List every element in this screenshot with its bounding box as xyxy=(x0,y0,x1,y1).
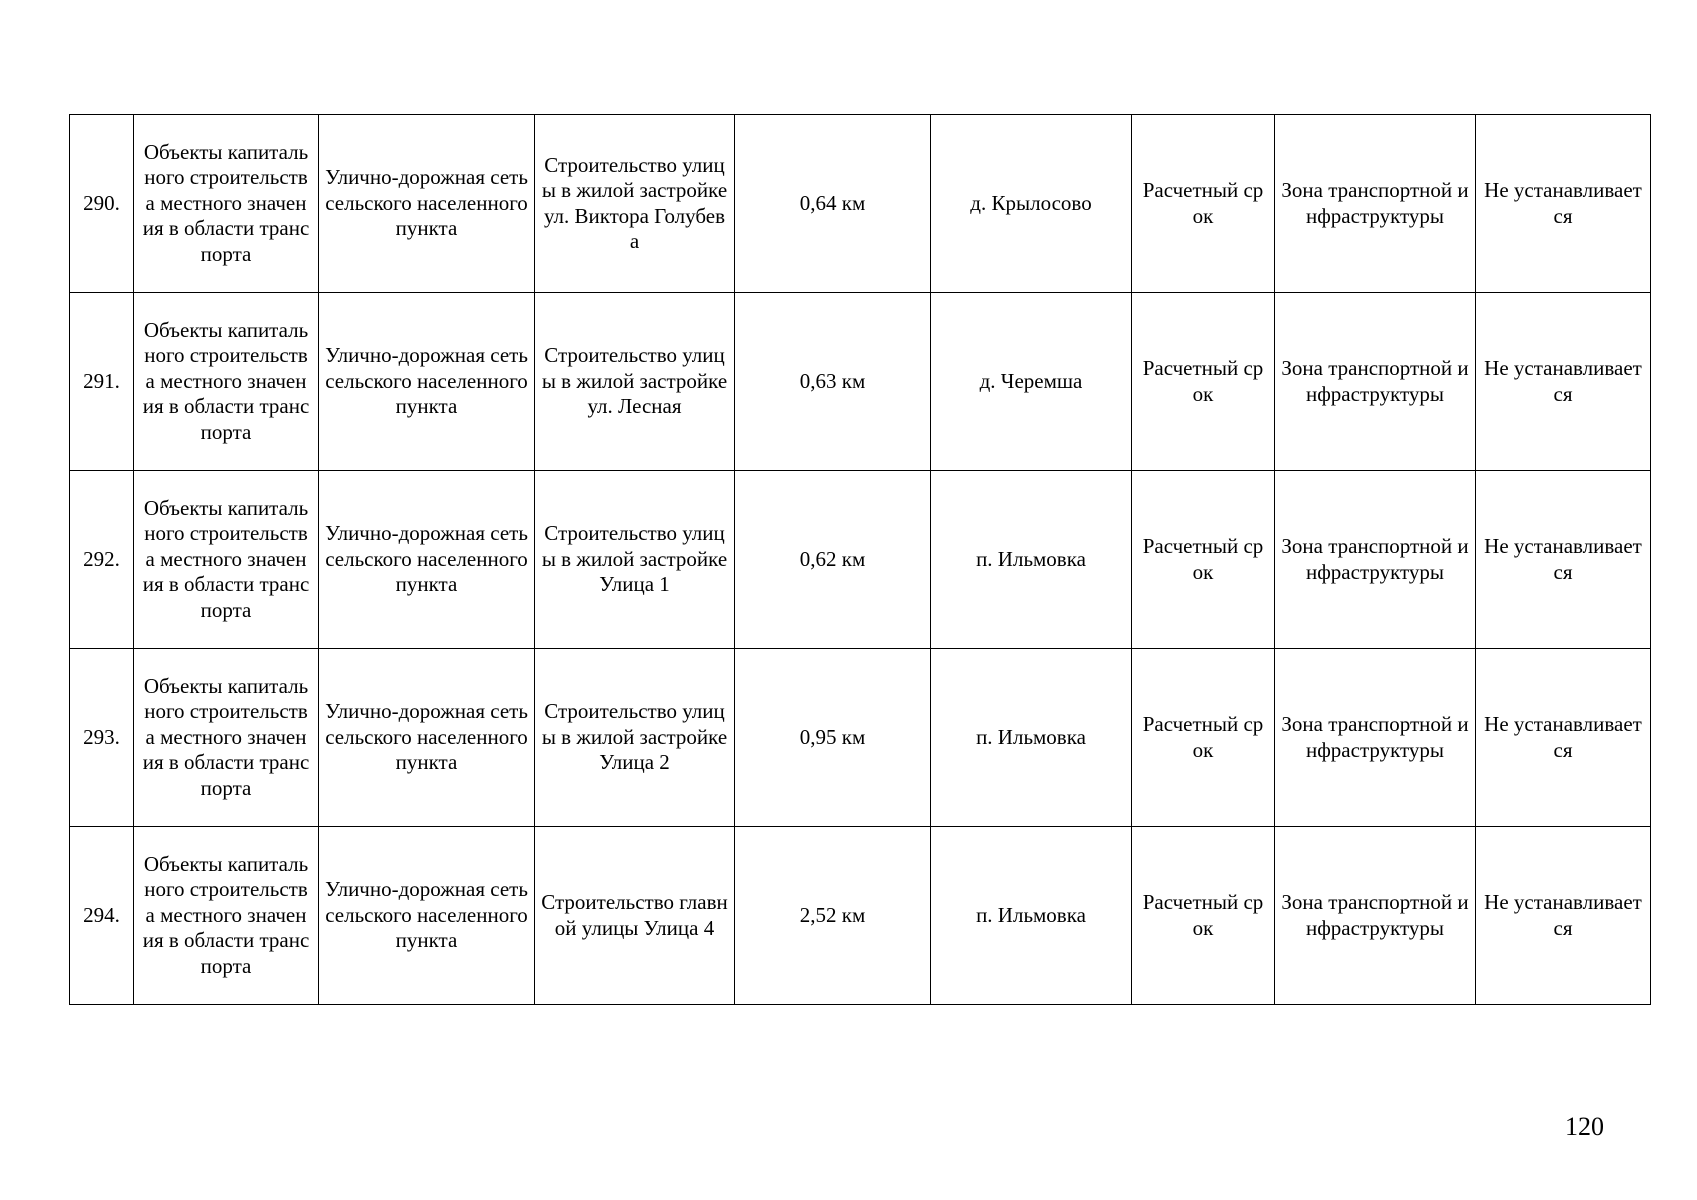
object-type: Улично-дорожная сеть сельского населенного пункта xyxy=(319,115,535,293)
object-location: п. Ильмовка xyxy=(931,827,1132,1005)
page-number: 120 xyxy=(1565,1112,1604,1141)
object-length: 0,62 км xyxy=(735,471,931,649)
table-row xyxy=(70,649,1651,827)
objects-table xyxy=(69,114,1651,1005)
object-description: Строительство улицы в жилой застройке Улица 2 xyxy=(535,649,735,827)
zone-restriction: Не устанавливается xyxy=(1476,471,1651,649)
zone-restriction: Не устанавливается xyxy=(1476,293,1651,471)
functional-zone: Зона транспортной инфраструктуры xyxy=(1275,471,1476,649)
object-type: Улично-дорожная сеть сельского населенного пункта xyxy=(319,827,535,1005)
table-row xyxy=(70,471,1651,649)
object-category: Объекты капитального строительства местного значения в области транспорта xyxy=(134,115,319,293)
row-number: 291. xyxy=(70,293,134,471)
object-type: Улично-дорожная сеть сельского населенного пункта xyxy=(319,293,535,471)
object-category: Объекты капитального строительства местного значения в области транспорта xyxy=(134,827,319,1005)
row-number: 290. xyxy=(70,115,134,293)
object-length: 0,64 км xyxy=(735,115,931,293)
zone-restriction: Не устанавливается xyxy=(1476,649,1651,827)
object-location: д. Крылосово xyxy=(931,115,1132,293)
object-description: Строительство улицы в жилой застройке ул. Виктора Голубева xyxy=(535,115,735,293)
implementation-term: Расчетный срок xyxy=(1132,293,1275,471)
row-number: 293. xyxy=(70,649,134,827)
implementation-term: Расчетный срок xyxy=(1132,471,1275,649)
functional-zone: Зона транспортной инфраструктуры xyxy=(1275,827,1476,1005)
object-category: Объекты капитального строительства местного значения в области транспорта xyxy=(134,293,319,471)
zone-restriction: Не устанавливается xyxy=(1476,827,1651,1005)
object-description: Строительство главной улицы Улица 4 xyxy=(535,827,735,1005)
object-location: п. Ильмовка xyxy=(931,471,1132,649)
object-category: Объекты капитального строительства местного значения в области транспорта xyxy=(134,471,319,649)
object-length: 0,95 км xyxy=(735,649,931,827)
object-type: Улично-дорожная сеть сельского населенного пункта xyxy=(319,649,535,827)
object-type: Улично-дорожная сеть сельского населенного пункта xyxy=(319,471,535,649)
object-location: п. Ильмовка xyxy=(931,649,1132,827)
object-length: 0,63 км xyxy=(735,293,931,471)
object-description: Строительство улицы в жилой застройке ул. Лесная xyxy=(535,293,735,471)
object-location: д. Черемша xyxy=(931,293,1132,471)
object-length: 2,52 км xyxy=(735,827,931,1005)
table-row xyxy=(70,827,1651,1005)
implementation-term: Расчетный срок xyxy=(1132,115,1275,293)
row-number: 292. xyxy=(70,471,134,649)
object-description: Строительство улицы в жилой застройке Улица 1 xyxy=(535,471,735,649)
functional-zone: Зона транспортной инфраструктуры xyxy=(1275,115,1476,293)
implementation-term: Расчетный срок xyxy=(1132,827,1275,1005)
table-row xyxy=(70,293,1651,471)
zone-restriction: Не устанавливается xyxy=(1476,115,1651,293)
functional-zone: Зона транспортной инфраструктуры xyxy=(1275,649,1476,827)
implementation-term: Расчетный срок xyxy=(1132,649,1275,827)
table-row xyxy=(70,115,1651,293)
functional-zone: Зона транспортной инфраструктуры xyxy=(1275,293,1476,471)
row-number: 294. xyxy=(70,827,134,1005)
object-category: Объекты капитального строительства местного значения в области транспорта xyxy=(134,649,319,827)
